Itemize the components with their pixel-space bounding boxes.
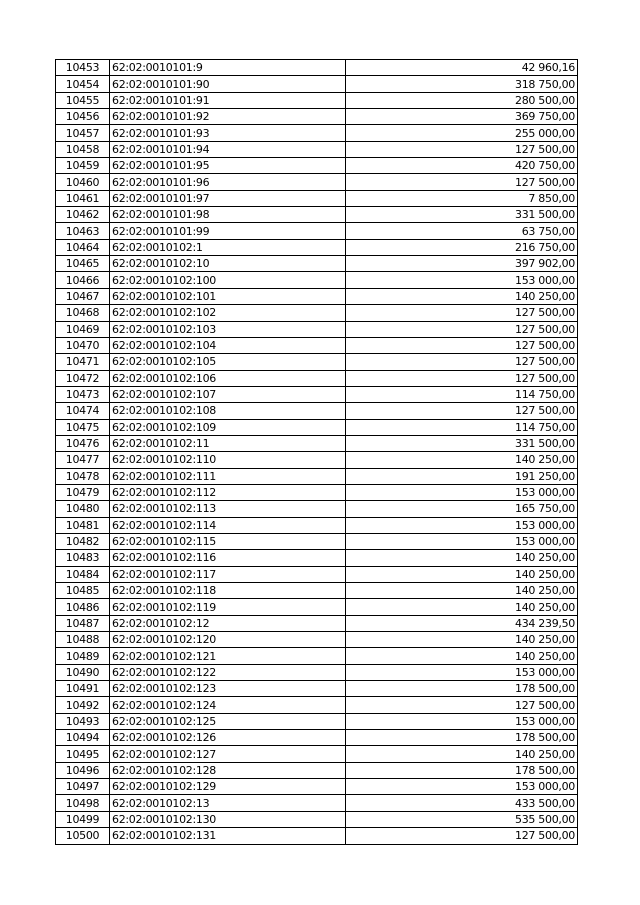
table-row [56, 484, 578, 500]
table-row [56, 92, 578, 108]
table-body [56, 60, 578, 845]
row-number-cell: 10481 [56, 517, 110, 533]
cadastral-value-cell: 63 750,00 [346, 223, 578, 239]
row-number-cell: 10472 [56, 370, 110, 386]
cadastral-number-cell: 62:02:0010101:92 [110, 109, 346, 125]
cadastral-number-cell: 62:02:0010102:123 [110, 681, 346, 697]
cadastral-value-cell: 153 000,00 [346, 713, 578, 729]
cadastral-value-cell: 114 750,00 [346, 386, 578, 402]
cadastral-number-cell: 62:02:0010102:114 [110, 517, 346, 533]
table-row [56, 223, 578, 239]
table-row [56, 648, 578, 664]
cadastral-number-cell: 62:02:0010102:101 [110, 288, 346, 304]
table-row [56, 288, 578, 304]
cadastral-number-cell: 62:02:0010102:121 [110, 648, 346, 664]
cadastral-value-cell: 127 500,00 [346, 305, 578, 321]
row-number-cell: 10457 [56, 125, 110, 141]
table-row [56, 583, 578, 599]
cadastral-number-cell: 62:02:0010102:116 [110, 550, 346, 566]
cadastral-value-cell: 140 250,00 [346, 648, 578, 664]
cadastral-number-cell: 62:02:0010102:127 [110, 746, 346, 762]
cadastral-value-cell: 153 000,00 [346, 517, 578, 533]
cadastral-number-cell: 62:02:0010101:9 [110, 60, 346, 76]
row-number-cell: 10491 [56, 681, 110, 697]
row-number-cell: 10483 [56, 550, 110, 566]
table-row [56, 207, 578, 223]
row-number-cell: 10468 [56, 305, 110, 321]
row-number-cell: 10464 [56, 239, 110, 255]
table-row [56, 337, 578, 353]
table-row [56, 370, 578, 386]
row-number-cell: 10456 [56, 109, 110, 125]
table-row [56, 795, 578, 811]
table-row [56, 746, 578, 762]
cadastral-number-cell: 62:02:0010102:111 [110, 468, 346, 484]
row-number-cell: 10496 [56, 762, 110, 778]
cadastral-value-cell: 114 750,00 [346, 419, 578, 435]
cadastral-value-cell: 165 750,00 [346, 501, 578, 517]
table-row [56, 681, 578, 697]
row-number-cell: 10458 [56, 141, 110, 157]
cadastral-number-cell: 62:02:0010101:97 [110, 190, 346, 206]
cadastral-number-cell: 62:02:0010102:104 [110, 337, 346, 353]
cadastral-value-cell: 420 750,00 [346, 158, 578, 174]
row-number-cell: 10454 [56, 76, 110, 92]
cadastral-number-cell: 62:02:0010102:118 [110, 583, 346, 599]
cadastral-number-cell: 62:02:0010102:117 [110, 566, 346, 582]
row-number-cell: 10497 [56, 779, 110, 795]
cadastral-value-cell: 127 500,00 [346, 828, 578, 844]
cadastral-value-cell: 140 250,00 [346, 583, 578, 599]
cadastral-number-cell: 62:02:0010101:95 [110, 158, 346, 174]
row-number-cell: 10461 [56, 190, 110, 206]
row-number-cell: 10495 [56, 746, 110, 762]
cadastral-value-table [55, 59, 578, 845]
cadastral-value-cell: 535 500,00 [346, 811, 578, 827]
row-number-cell: 10488 [56, 632, 110, 648]
cadastral-number-cell: 62:02:0010102:125 [110, 713, 346, 729]
cadastral-number-cell: 62:02:0010102:119 [110, 599, 346, 615]
row-number-cell: 10476 [56, 435, 110, 451]
cadastral-value-cell: 255 000,00 [346, 125, 578, 141]
cadastral-number-cell: 62:02:0010101:96 [110, 174, 346, 190]
cadastral-value-cell: 127 500,00 [346, 403, 578, 419]
row-number-cell: 10493 [56, 713, 110, 729]
cadastral-value-cell: 7 850,00 [346, 190, 578, 206]
cadastral-number-cell: 62:02:0010102:13 [110, 795, 346, 811]
table-row [56, 517, 578, 533]
table-row [56, 697, 578, 713]
table-row [56, 713, 578, 729]
cadastral-value-cell: 127 500,00 [346, 337, 578, 353]
cadastral-number-cell: 62:02:0010102:105 [110, 354, 346, 370]
cadastral-number-cell: 62:02:0010102:113 [110, 501, 346, 517]
row-number-cell: 10492 [56, 697, 110, 713]
cadastral-value-cell: 433 500,00 [346, 795, 578, 811]
cadastral-number-cell: 62:02:0010102:1 [110, 239, 346, 255]
cadastral-number-cell: 62:02:0010101:98 [110, 207, 346, 223]
table-row [56, 615, 578, 631]
row-number-cell: 10484 [56, 566, 110, 582]
cadastral-value-cell: 127 500,00 [346, 321, 578, 337]
table-row [56, 272, 578, 288]
row-number-cell: 10473 [56, 386, 110, 402]
row-number-cell: 10500 [56, 828, 110, 844]
table-row [56, 632, 578, 648]
table-row [56, 321, 578, 337]
table-row [56, 174, 578, 190]
cadastral-number-cell: 62:02:0010101:91 [110, 92, 346, 108]
table-row [56, 305, 578, 321]
table-row [56, 664, 578, 680]
cadastral-value-cell: 369 750,00 [346, 109, 578, 125]
cadastral-value-cell: 397 902,00 [346, 256, 578, 272]
row-number-cell: 10490 [56, 664, 110, 680]
cadastral-value-cell: 140 250,00 [346, 452, 578, 468]
cadastral-value-cell: 153 000,00 [346, 533, 578, 549]
cadastral-number-cell: 62:02:0010102:126 [110, 730, 346, 746]
row-number-cell: 10455 [56, 92, 110, 108]
row-number-cell: 10478 [56, 468, 110, 484]
row-number-cell: 10469 [56, 321, 110, 337]
row-number-cell: 10499 [56, 811, 110, 827]
cadastral-number-cell: 62:02:0010102:122 [110, 664, 346, 680]
cadastral-number-cell: 62:02:0010102:131 [110, 828, 346, 844]
row-number-cell: 10479 [56, 484, 110, 500]
table-row [56, 386, 578, 402]
cadastral-value-cell: 153 000,00 [346, 272, 578, 288]
cadastral-number-cell: 62:02:0010102:115 [110, 533, 346, 549]
table-row [56, 190, 578, 206]
table-row [56, 599, 578, 615]
table-row [56, 533, 578, 549]
table-row [56, 468, 578, 484]
cadastral-number-cell: 62:02:0010102:107 [110, 386, 346, 402]
cadastral-number-cell: 62:02:0010102:100 [110, 272, 346, 288]
table-row [56, 550, 578, 566]
row-number-cell: 10453 [56, 60, 110, 76]
row-number-cell: 10487 [56, 615, 110, 631]
cadastral-number-cell: 62:02:0010102:109 [110, 419, 346, 435]
row-number-cell: 10470 [56, 337, 110, 353]
row-number-cell: 10474 [56, 403, 110, 419]
table-row [56, 566, 578, 582]
row-number-cell: 10485 [56, 583, 110, 599]
cadastral-value-cell: 216 750,00 [346, 239, 578, 255]
cadastral-number-cell: 62:02:0010101:90 [110, 76, 346, 92]
table-row [56, 76, 578, 92]
table-row [56, 60, 578, 76]
cadastral-value-cell: 434 239,50 [346, 615, 578, 631]
cadastral-value-cell: 331 500,00 [346, 435, 578, 451]
row-number-cell: 10498 [56, 795, 110, 811]
row-number-cell: 10477 [56, 452, 110, 468]
row-number-cell: 10465 [56, 256, 110, 272]
table-row [56, 109, 578, 125]
cadastral-value-cell: 318 750,00 [346, 76, 578, 92]
cadastral-value-cell: 331 500,00 [346, 207, 578, 223]
cadastral-value-cell: 178 500,00 [346, 762, 578, 778]
row-number-cell: 10475 [56, 419, 110, 435]
table-row [56, 779, 578, 795]
table-row [56, 141, 578, 157]
cadastral-value-cell: 140 250,00 [346, 599, 578, 615]
cadastral-number-cell: 62:02:0010102:106 [110, 370, 346, 386]
table-row [56, 762, 578, 778]
document-page [55, 59, 577, 845]
table-row [56, 158, 578, 174]
cadastral-number-cell: 62:02:0010102:102 [110, 305, 346, 321]
table-row [56, 501, 578, 517]
cadastral-value-cell: 140 250,00 [346, 566, 578, 582]
cadastral-value-cell: 178 500,00 [346, 730, 578, 746]
table-row [56, 811, 578, 827]
cadastral-value-cell: 140 250,00 [346, 288, 578, 304]
cadastral-number-cell: 62:02:0010102:129 [110, 779, 346, 795]
table-row [56, 419, 578, 435]
table-row [56, 452, 578, 468]
row-number-cell: 10494 [56, 730, 110, 746]
cadastral-value-cell: 127 500,00 [346, 141, 578, 157]
cadastral-value-cell: 191 250,00 [346, 468, 578, 484]
row-number-cell: 10486 [56, 599, 110, 615]
cadastral-number-cell: 62:02:0010101:99 [110, 223, 346, 239]
cadastral-number-cell: 62:02:0010102:12 [110, 615, 346, 631]
cadastral-value-cell: 127 500,00 [346, 354, 578, 370]
cadastral-number-cell: 62:02:0010102:124 [110, 697, 346, 713]
cadastral-number-cell: 62:02:0010102:11 [110, 435, 346, 451]
cadastral-number-cell: 62:02:0010102:128 [110, 762, 346, 778]
cadastral-value-cell: 153 000,00 [346, 779, 578, 795]
cadastral-value-cell: 153 000,00 [346, 484, 578, 500]
table-row [56, 354, 578, 370]
table-row [56, 256, 578, 272]
cadastral-value-cell: 127 500,00 [346, 370, 578, 386]
cadastral-value-cell: 42 960,16 [346, 60, 578, 76]
table-row [56, 435, 578, 451]
cadastral-number-cell: 62:02:0010102:10 [110, 256, 346, 272]
table-row [56, 403, 578, 419]
row-number-cell: 10460 [56, 174, 110, 190]
table-row [56, 125, 578, 141]
table-row [56, 239, 578, 255]
row-number-cell: 10471 [56, 354, 110, 370]
row-number-cell: 10463 [56, 223, 110, 239]
cadastral-number-cell: 62:02:0010102:110 [110, 452, 346, 468]
row-number-cell: 10489 [56, 648, 110, 664]
cadastral-value-cell: 140 250,00 [346, 550, 578, 566]
cadastral-value-cell: 140 250,00 [346, 632, 578, 648]
cadastral-value-cell: 153 000,00 [346, 664, 578, 680]
cadastral-number-cell: 62:02:0010102:112 [110, 484, 346, 500]
cadastral-number-cell: 62:02:0010101:94 [110, 141, 346, 157]
cadastral-value-cell: 178 500,00 [346, 681, 578, 697]
cadastral-value-cell: 280 500,00 [346, 92, 578, 108]
cadastral-number-cell: 62:02:0010102:103 [110, 321, 346, 337]
row-number-cell: 10467 [56, 288, 110, 304]
cadastral-value-cell: 140 250,00 [346, 746, 578, 762]
cadastral-number-cell: 62:02:0010102:108 [110, 403, 346, 419]
cadastral-number-cell: 62:02:0010102:130 [110, 811, 346, 827]
cadastral-number-cell: 62:02:0010101:93 [110, 125, 346, 141]
row-number-cell: 10466 [56, 272, 110, 288]
table-row [56, 828, 578, 844]
row-number-cell: 10480 [56, 501, 110, 517]
row-number-cell: 10459 [56, 158, 110, 174]
cadastral-number-cell: 62:02:0010102:120 [110, 632, 346, 648]
cadastral-value-cell: 127 500,00 [346, 697, 578, 713]
table-row [56, 730, 578, 746]
row-number-cell: 10482 [56, 533, 110, 549]
cadastral-value-cell: 127 500,00 [346, 174, 578, 190]
row-number-cell: 10462 [56, 207, 110, 223]
